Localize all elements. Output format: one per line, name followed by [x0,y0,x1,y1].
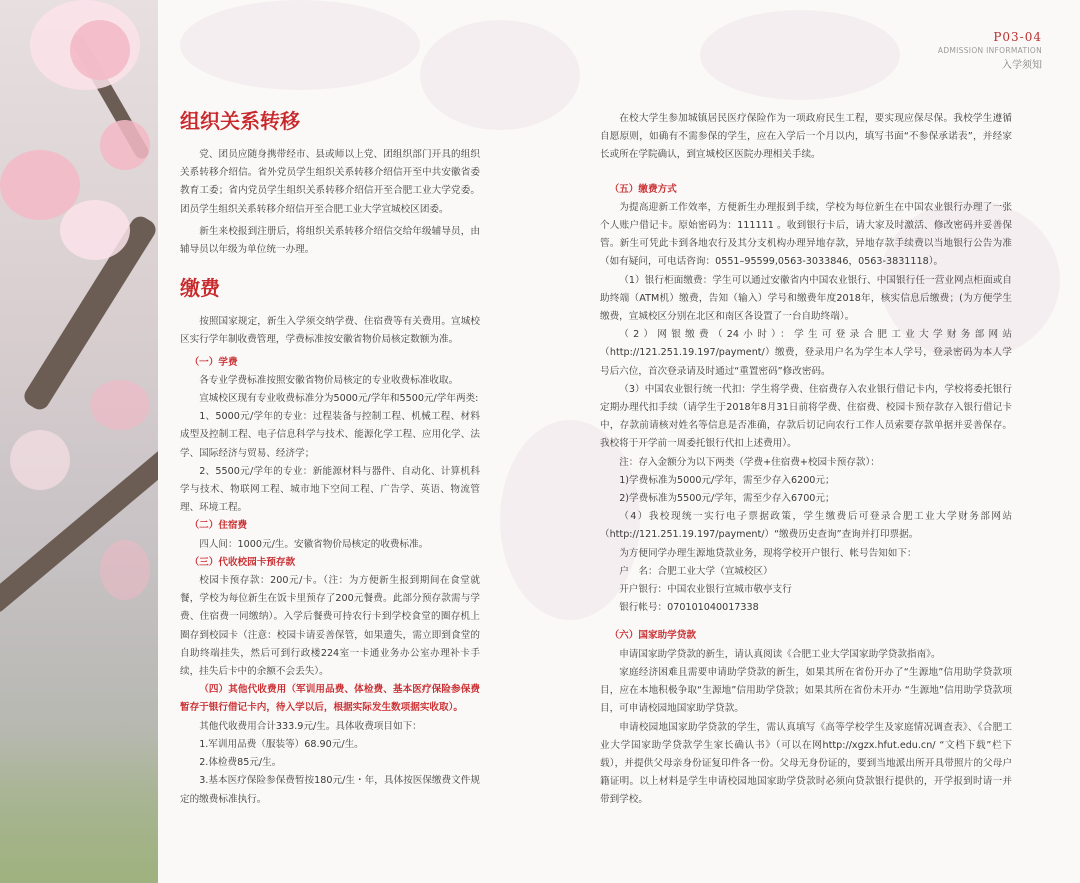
section-5-note: 注：存入金额分为以下两类（学费+住宿费+校园卡预存款）： [619,456,880,468]
section-2-title: （二）住宿费 [189,520,248,532]
page-header [938,30,1042,71]
section-label-en: ADMISSION INFORMATION [937,46,1042,55]
section-5-paragraph-3: （2）网银缴费（24小时）：学生可登录合肥工业大学财务部网站（http://121.251.19.197/payment/）缴费，登录用户名为学生本人学号，登录密码为本人学号后六位，首次登录请及时通过“重置密码”修改密码。 [600,329,1012,377]
section-4-line-4: 3.基本医疗保险参保费暂按180元/生・年，具体按医保缴费文件规定的缴费标准执行。 [180,775,480,805]
section-5-title: （五）缴费方式 [609,183,677,195]
section-4-title: （四）其他代收费用 [199,684,287,696]
account-bank: 开户银行：中国农业银行宣城市敬亭支行 [619,584,792,596]
section-6-paragraph-3: 申请校园地国家助学贷款的学生，需认真填写《高等学校学生及家庭情况调查表》、《合肥工业大学国家助学贷款学生家长确认书》（可以在网http://xgzx.hfut.edu.cn/ “文档下载”栏下载），并提供父母亲身份证复印件各一份。父母无身份证的，要到当地派出所开具带照片的父母户籍证明。以上材料是学生申请校园地国家助学贷款时必须向贷款银行提供的，开学报到时请一并带到学校。 [600,721,1012,806]
section-6-title: （六）国家助学贷款 [609,630,696,642]
section-1-line-3: 1、5000元/学年的专业：过程装备与控制工程、机械工程、材料成型及控制工程、电子信息科学与技术、能源化学工程、应用化学、法学、国际经济与贸易、经济学； [180,411,480,459]
section-1-line-4: 2、5500元/学年的专业：新能源材料与器件、自动化、计算机科学与技术、物联网工程、城市地下空间工程、广告学、英语、物流管理、环境工程。 [180,465,480,514]
insurance-paragraph: 在校大学生参加城镇居民医疗保险作为一项政府民生工程，要实现应保尽保。我校学生遵循自愿原则，如确有不需参保的学生，应在入学后一个月以内，填写书面“不参保承诺表”，并经家长或所在学院确认，到宣城校区医院办理相关手续。 [600,113,1012,161]
section-5-paragraph-1: 为提高迎新工作效率，方便新生办理报到手续，学校为每位新生在中国农业银行办理了一张个人账户借记卡。原始密码为：111111 。收到银行卡后，请大家及时激活、修改密码并妥善保管。新生可凭此卡到各地农行及其分支机构办理异地存款，异地存款手续费以当地银行公告为准（如有疑问，可电话咨询：0551–95599,0563-3033846，0563-3831118）。 [600,201,1012,268]
section-5-paragraph-2: （1）银行柜面缴费：学生可以通过安徽省内中国农业银行、中国银行任一营业网点柜面或自助终端（ATM机）缴费，告知（输入）学号和缴费年度2018年，核实信息后缴费；(为方便学生缴费，宣城校区分别在北区和南区各设置了一台自助终端）。 [600,274,1012,323]
section-3-line-1: 校园卡预存款：200元/卡。（注：为方便新生报到期间在食堂就餐，学校为每位新生在饭卡里预存了200元餐费。此部分预存款需与学费、住宿费一同缴纳）。入学后餐费可持农行卡到学校食堂的圈存机上圈存到校园卡（注意：校园卡请妥善保管，如果遗失，需立即到食堂的自助终端挂失，然后可到行政楼224室一卡通业务办公室办理补卡手续，挂失后卡中的余额不会丢失）。 [180,575,480,678]
section-4-line-1: 其他代收费用合计333.9元/生。具体收费项目如下： [199,720,422,732]
section-5-note-1: 1)学费标准为5000元/学年，需至少存入6200元； [619,474,835,486]
section-6-paragraph-2: 家庭经济困难且需要申请助学贷款的新生，如果其所在省份开办了“生源地”信用助学贷款项目，应在本地积极争取“生源地”信用助学贷款；如果其所在省份未开办 “生源地”信用助学贷款项目，可申请校园地国家助学贷款。 [600,666,1012,715]
section-5-paragraph-5: （4）我校现统一实行电子票据政策，学生缴费后可登录合肥工业大学财务部网站（http://121.251.19.197/payment/）“缴费历史查询”查询并打印票据。 [600,511,1012,541]
section-3-title: （三）代收校园卡预存款 [189,556,296,568]
section-5-note-2: 2)学费标准为5500元/学年，需至少存入6700元； [619,493,835,505]
section-1-line-2: 宣城校区现有专业收费标准分为5000元/学年和5500元/学年两类: [199,393,479,405]
fee-title: 缴费 [180,276,220,301]
page-number: P03-04 [993,30,1042,44]
section-2-line-1: 四人间：1000元/生。安徽省物价局核定的收费标准。 [199,538,429,550]
fee-intro: 按照国家规定，新生入学须交纳学费、住宿费等有关费用。宣城校区实行学年制收费管理，学费标准按安徽省物价局核定数额为准。 [180,316,480,346]
left-column [180,108,480,809]
org-paragraph-2: 新生来校报到注册后，将组织关系转移介绍信交给年级辅导员，由辅导员以年级为单位统一办理。 [180,225,480,256]
section-4-heading [180,681,480,717]
section-6-paragraph-1: 申请国家助学贷款的新生，请认真阅读《合肥工业大学国家助学贷款指南》。 [619,648,941,660]
section-5-paragraph-6: 为方便同学办理生源地贷款业务，现将学校开户银行、帐号告知如下： [619,547,917,559]
section-4-line-2: 1.军训用品费（服装等）68.90元/生。 [199,738,364,750]
right-column [600,110,1012,810]
section-label-cn: 入学须知 [1002,60,1042,71]
section-1-title: （一）学费 [189,356,238,368]
section-5-paragraph-4: （3）中国农业银行统一代扣：学生将学费、住宿费存入农业银行借记卡内，学校将委托银行定期办理代扣手续（请学生于2018年8月31日前将学费、住宿费、校园卡预存款存入银行借记卡中，存款前请核对姓名等信息是否准确，存款后切记向农行工作人员索要存款单据并妥善保存。我校将于开学前一周委托银行代扣上述费用）。 [600,383,1012,450]
section-4-note: （军训用品费、体检费、基本医疗保险参保费暂存于银行借记卡内，待入学以后，根据实际发生数项据实收取）。 [180,684,481,714]
account-name: 户 名：合肥工业大学（宣城校区） [619,565,773,577]
org-paragraph-1: 党、团员应随身携带经市、县或师以上党、团组织部门开具的组织关系转移介绍信。省外党员学生组织关系转移介绍信开至中共安徽省委教育工委；省内党员学生组织关系转移介绍信开至合肥工业大学党委。团员学生组织关系转移介绍信开至合肥工业大学宣城校区团委。 [180,149,480,215]
account-number: 银行帐号：070101040017338 [619,602,759,614]
section-4-line-3: 2.体检费85元/生。 [199,757,282,769]
section-1-line-1: 各专业学费标准按照安徽省物价局核定的专业收费标准收取。 [199,374,459,386]
org-transfer-title: 组织关系转移 [180,109,300,133]
cherry-blossom-photo [0,0,158,883]
